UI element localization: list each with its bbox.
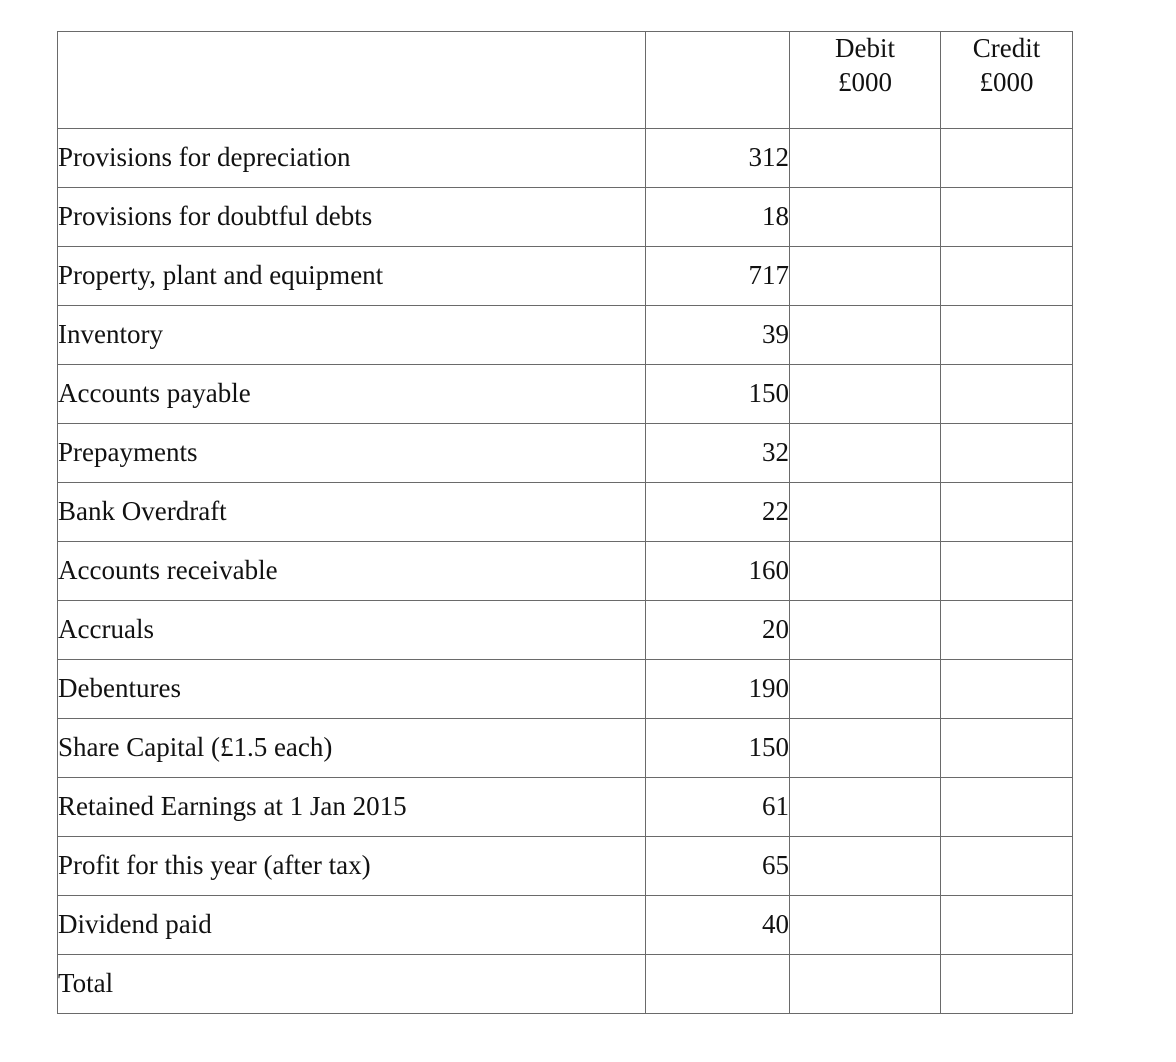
debit-header-label: Debit — [835, 33, 895, 63]
table-row — [58, 837, 1073, 896]
trial-balance-table — [57, 31, 1073, 1014]
row-value: 18 — [646, 188, 790, 247]
table-row — [58, 188, 1073, 247]
table-row — [58, 542, 1073, 601]
table-row — [58, 365, 1073, 424]
credit-cell[interactable] — [941, 896, 1073, 955]
debit-cell[interactable] — [790, 719, 941, 778]
debit-cell[interactable] — [790, 601, 941, 660]
total-label: Total — [58, 955, 646, 1014]
table-header-row — [58, 32, 1073, 129]
row-value: 65 — [646, 837, 790, 896]
row-value: 312 — [646, 129, 790, 188]
credit-cell[interactable] — [941, 542, 1073, 601]
row-value: 160 — [646, 542, 790, 601]
debit-header-unit: £000 — [838, 66, 892, 97]
row-label: Bank Overdraft — [58, 483, 646, 542]
table-row — [58, 778, 1073, 837]
debit-cell[interactable] — [790, 837, 941, 896]
total-value-cell — [646, 955, 790, 1014]
credit-cell[interactable] — [941, 306, 1073, 365]
row-value: 150 — [646, 365, 790, 424]
table-row — [58, 247, 1073, 306]
row-label: Share Capital (£1.5 each) — [58, 719, 646, 778]
debit-cell[interactable] — [790, 188, 941, 247]
table-row — [58, 660, 1073, 719]
row-value: 22 — [646, 483, 790, 542]
row-label: Prepayments — [58, 424, 646, 483]
row-label: Accounts receivable — [58, 542, 646, 601]
table-row — [58, 601, 1073, 660]
row-value: 717 — [646, 247, 790, 306]
row-label: Retained Earnings at 1 Jan 2015 — [58, 778, 646, 837]
row-label: Provisions for doubtful debts — [58, 188, 646, 247]
table-row — [58, 896, 1073, 955]
credit-cell[interactable] — [941, 188, 1073, 247]
credit-cell[interactable] — [941, 129, 1073, 188]
row-label: Debentures — [58, 660, 646, 719]
credit-cell[interactable] — [941, 365, 1073, 424]
credit-cell[interactable] — [941, 601, 1073, 660]
debit-cell[interactable] — [790, 542, 941, 601]
debit-cell[interactable] — [790, 129, 941, 188]
debit-column-header — [790, 32, 941, 129]
row-label: Profit for this year (after tax) — [58, 837, 646, 896]
row-value: 39 — [646, 306, 790, 365]
debit-cell[interactable] — [790, 660, 941, 719]
table-row — [58, 719, 1073, 778]
credit-header-unit: £000 — [979, 66, 1034, 97]
row-label: Dividend paid — [58, 896, 646, 955]
total-debit-cell[interactable] — [790, 955, 941, 1014]
credit-cell[interactable] — [941, 424, 1073, 483]
table-row — [58, 306, 1073, 365]
debit-cell[interactable] — [790, 778, 941, 837]
debit-cell[interactable] — [790, 306, 941, 365]
credit-cell[interactable] — [941, 247, 1073, 306]
credit-cell[interactable] — [941, 778, 1073, 837]
credit-cell[interactable] — [941, 837, 1073, 896]
row-value: 20 — [646, 601, 790, 660]
row-label: Inventory — [58, 306, 646, 365]
row-label: Property, plant and equipment — [58, 247, 646, 306]
row-value: 32 — [646, 424, 790, 483]
row-value: 40 — [646, 896, 790, 955]
header-blank-value-cell — [646, 32, 790, 129]
credit-cell[interactable] — [941, 660, 1073, 719]
total-row — [58, 955, 1073, 1014]
total-credit-cell[interactable] — [941, 955, 1073, 1014]
debit-cell[interactable] — [790, 483, 941, 542]
row-label: Provisions for depreciation — [58, 129, 646, 188]
header-blank-name-cell — [58, 32, 646, 129]
table-row — [58, 483, 1073, 542]
row-value: 61 — [646, 778, 790, 837]
table-row — [58, 129, 1073, 188]
table-row — [58, 424, 1073, 483]
credit-cell[interactable] — [941, 719, 1073, 778]
debit-cell[interactable] — [790, 896, 941, 955]
row-label: Accounts payable — [58, 365, 646, 424]
debit-cell[interactable] — [790, 365, 941, 424]
row-value: 150 — [646, 719, 790, 778]
row-value: 190 — [646, 660, 790, 719]
debit-cell[interactable] — [790, 247, 941, 306]
credit-cell[interactable] — [941, 483, 1073, 542]
row-label: Accruals — [58, 601, 646, 660]
credit-header-label: Credit — [972, 33, 1041, 63]
debit-cell[interactable] — [790, 424, 941, 483]
credit-column-header — [941, 32, 1073, 129]
